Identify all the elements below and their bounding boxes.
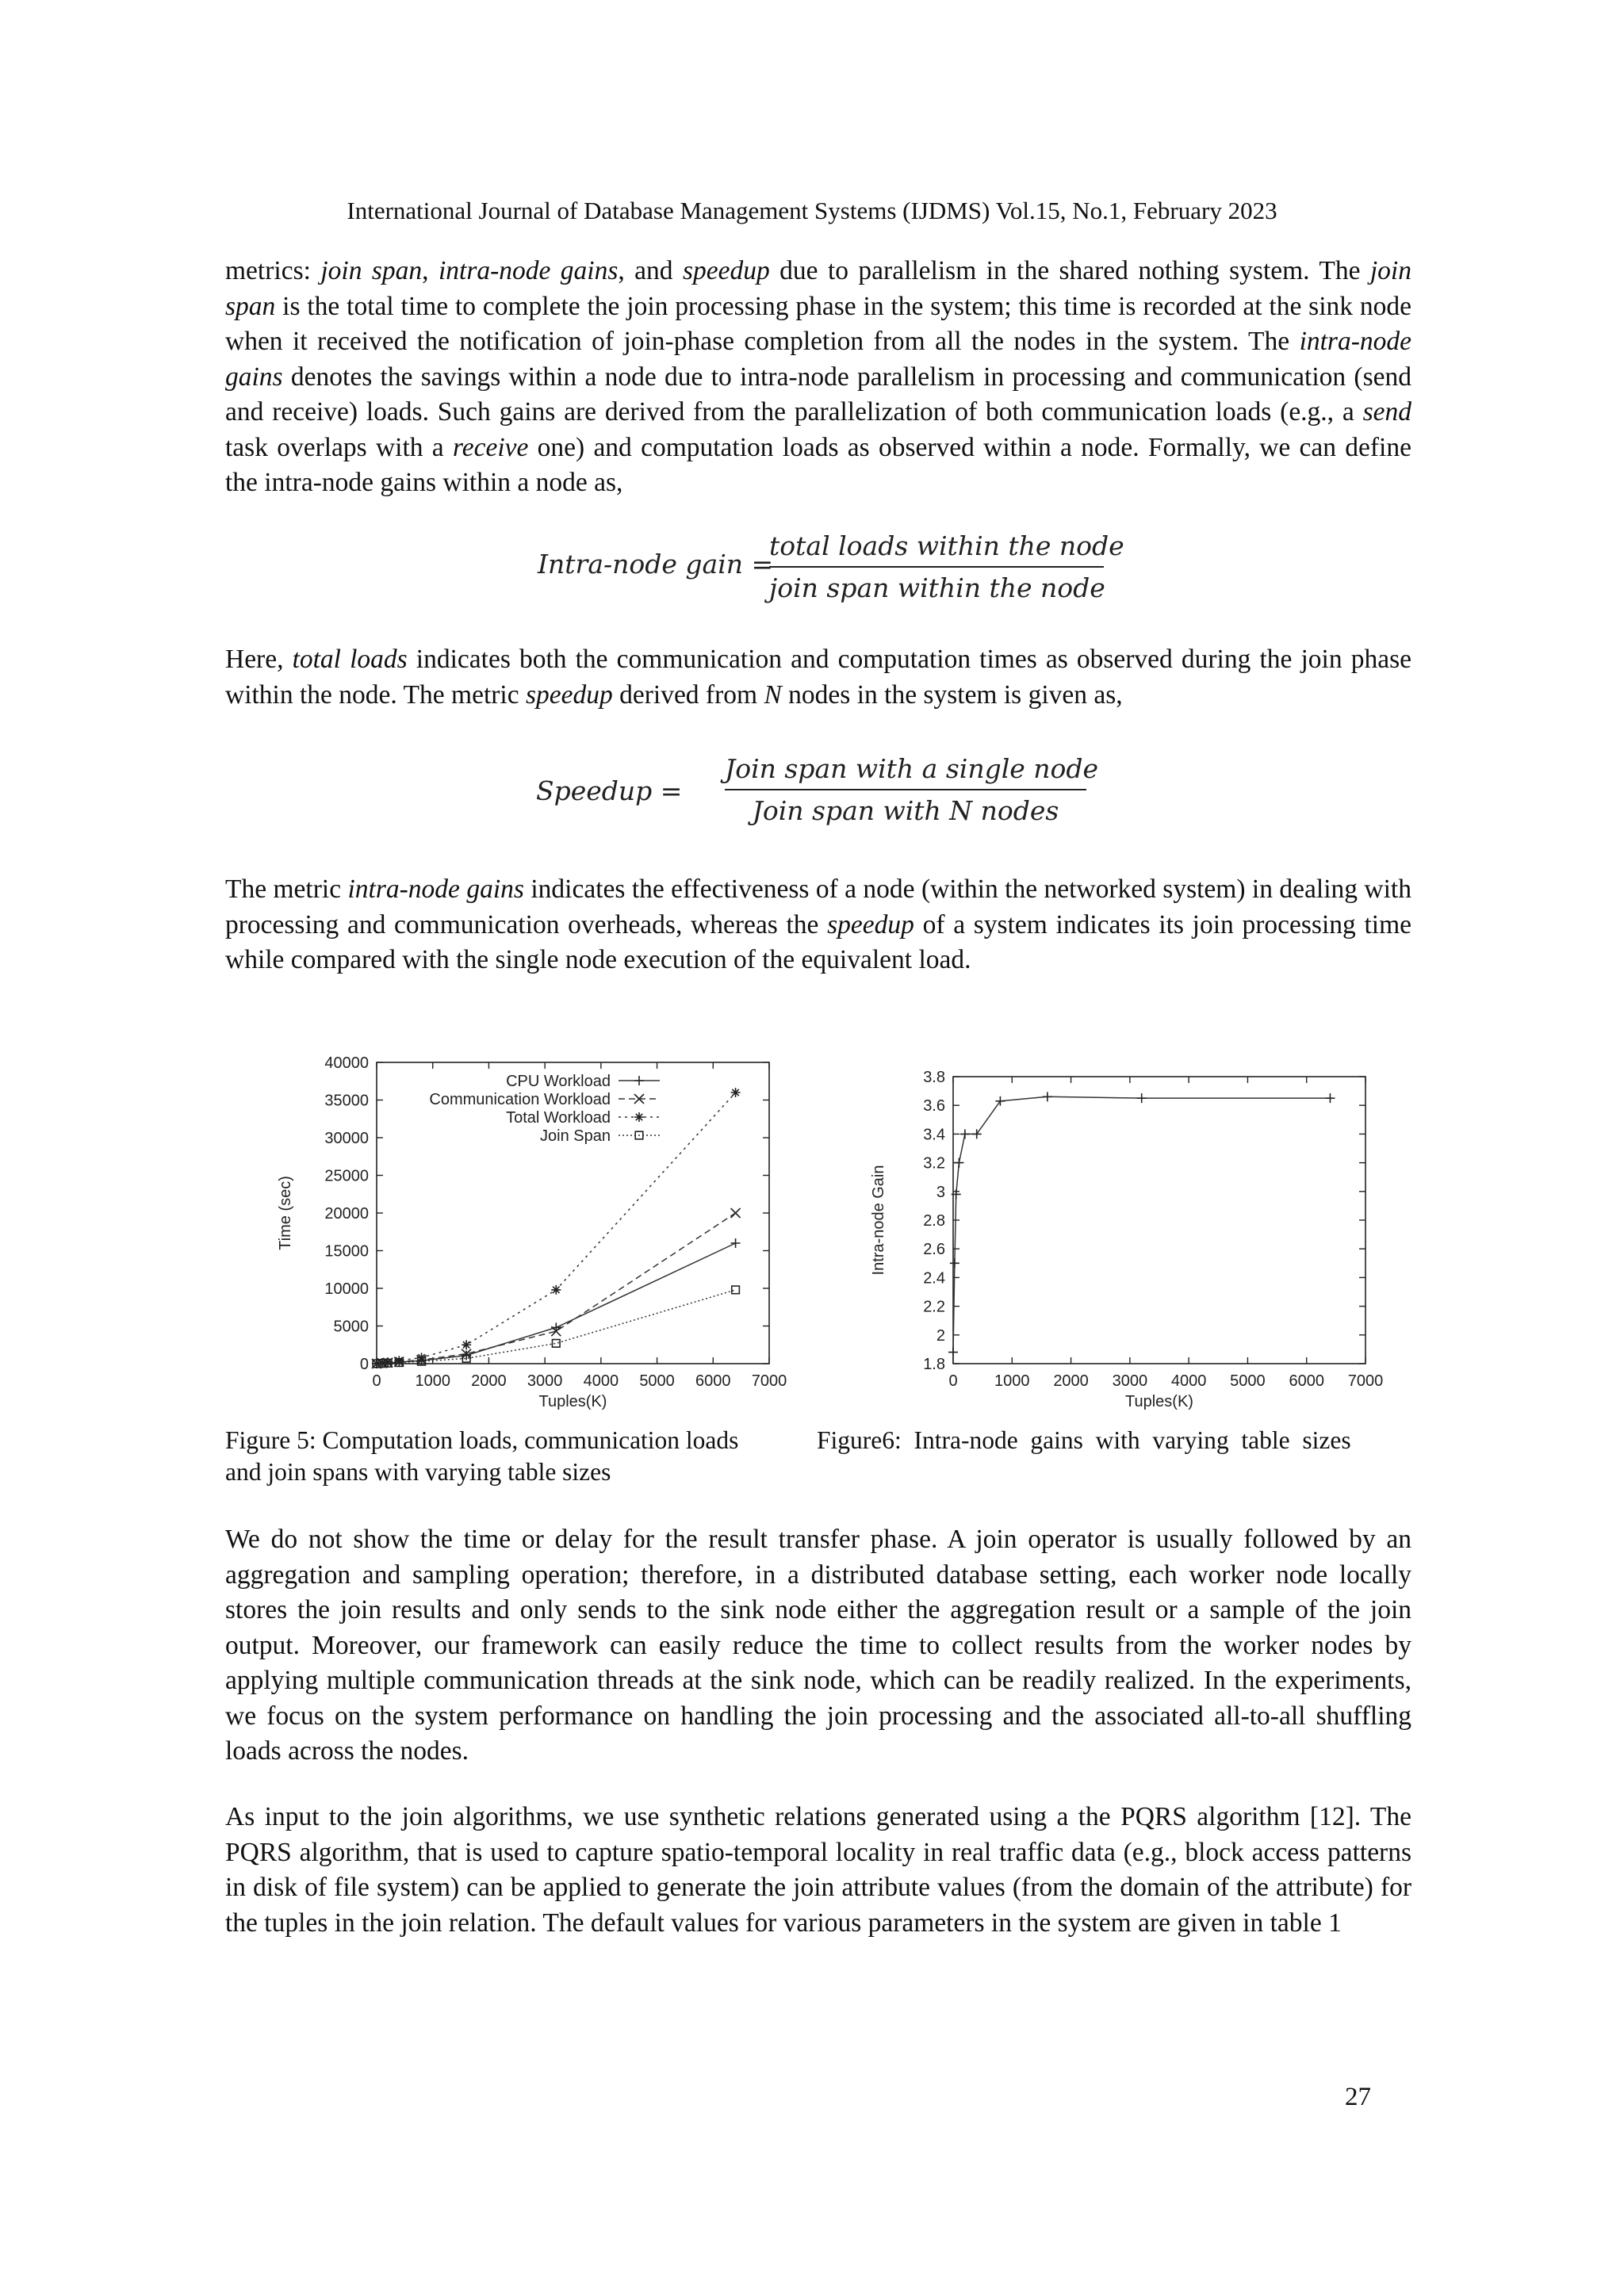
plus-marker [995,1096,1005,1106]
y-axis-label: Time (sec) [277,1176,294,1250]
y-tick-label: 15000 [324,1242,369,1261]
x-tick-label: 1000 [415,1372,450,1390]
y-tick-label: 2.2 [923,1298,945,1316]
x-tick-label: 0 [372,1372,381,1390]
paragraph-text [225,254,1411,501]
y-tick-label: 3 [936,1183,945,1201]
equation-lhs: Speedup = [536,775,683,806]
equation-lhs: Intra-node gain = [538,549,774,580]
y-tick-label: 0 [359,1356,369,1373]
y-tick-label: 30000 [324,1130,369,1147]
equation-denominator: Join span with N nodes [752,795,1059,826]
text-run: Here, [225,645,293,674]
paragraph-metrics [225,254,1411,501]
y-tick-label: 2.4 [923,1269,945,1288]
paragraph-text [225,872,1411,978]
x-axis-label: Tuples(K) [1125,1393,1193,1410]
x-tick-label: 3000 [1112,1372,1148,1390]
emphasized-term: speedup [827,909,914,939]
emphasized-term: intra-node gains [438,256,619,285]
y-tick-label: 3.2 [923,1154,945,1173]
figure-5-chart [262,1047,809,1427]
emphasized-term: speedup [682,256,770,285]
text-run: indicates the effectiveness of a node (within the networked system) in dealing with processing and communication overheads, whereas the [225,874,1411,939]
emphasized-term: join span [320,256,423,285]
paragraph-metric-definition [225,872,1411,978]
x-tick-label: 6000 [695,1372,731,1390]
equation-fraction [769,530,1124,603]
x-tick-label: 5000 [639,1372,675,1390]
cross-marker [731,1208,741,1218]
y-tick-label: 3.4 [923,1126,945,1144]
plus-marker [954,1158,963,1168]
plus-marker [1043,1092,1052,1101]
legend [429,1073,660,1145]
text-run: of a system indicates its join processing time while compared with the single node execution of the equivalent load. [225,909,1411,974]
plot-frame [953,1077,1365,1364]
x-tick-label: 3000 [527,1372,563,1390]
plus-marker [634,1076,644,1085]
y-tick-label: 5000 [333,1318,369,1336]
y-tick-label: 2 [936,1326,945,1345]
legend-label: Total Workload [506,1109,611,1127]
emphasized-term: total loads [292,645,408,674]
x-tick-label: 4000 [583,1372,619,1390]
plus-marker [731,1238,741,1248]
emphasized-term: intra-node gains [225,327,1411,392]
paragraph-result-transfer [225,1522,1411,1770]
y-tick-label: 3.8 [923,1069,945,1086]
y-tick-label: 20000 [324,1205,369,1223]
text-run: nodes in the system is given as, [781,679,1123,710]
plus-marker [1137,1093,1147,1103]
text-run: , [422,256,439,285]
plus-marker [950,1258,959,1268]
y-tick-label: 35000 [324,1092,369,1110]
running-header: International Journal of Database Management Systems (IJDMS) Vol.15, No.1, February 2023 [347,197,1277,224]
legend-label: Join Span [540,1127,611,1145]
x-tick-label: 6000 [1289,1372,1324,1390]
square-marker [732,1286,740,1294]
plus-marker [948,1348,958,1357]
text-run: due to parallelism in the shared nothing system. The [769,256,1370,285]
y-axis-label: Intra-node Gain [870,1165,887,1276]
text-run: derived from [612,679,764,710]
fraction-bar [725,789,1086,790]
series-line [953,1096,1330,1352]
x-tick-label: 5000 [1230,1372,1266,1390]
text-run: task overlaps with a [225,432,453,462]
paragraph-total-loads [225,642,1411,713]
equation-numerator: total loads within the node [769,530,1124,561]
series-cpu-workload [372,1238,741,1368]
text-run: The metric [225,874,348,904]
x-tick-label: 2000 [471,1372,507,1390]
star-marker [462,1340,471,1349]
text-run: metrics: [225,256,321,285]
figure-6-chart [856,1047,1396,1427]
x-tick-label: 7000 [751,1372,787,1390]
paragraph-pqrs [225,1800,1411,1941]
text-run: is the total time to complete the join processing phase in the system; this time is recorded at the sink node when it received the notification of join-phase completion from all the nodes in the system. The [225,291,1411,356]
figure-6-caption: Figure6: Intra-node gains with varying table sizes [817,1426,1351,1454]
legend-label: CPU Workload [506,1073,611,1090]
x-tick-label: 7000 [1347,1372,1384,1390]
x-axis-label: Tuples(K) [538,1393,607,1410]
emphasized-term: speedup [525,679,613,710]
fraction-bar [769,566,1104,568]
equation-fraction [725,753,1099,826]
text-run: , and [618,256,683,285]
legend-label: Communication Workload [429,1091,611,1108]
x-tick-label: 4000 [1170,1372,1207,1390]
plus-marker [972,1129,982,1138]
emphasized-term: N [764,679,782,710]
y-tick-label: 10000 [324,1280,369,1298]
equation-denominator: join span within the node [769,572,1105,603]
star-marker [731,1088,741,1097]
star-marker [634,1112,644,1122]
y-tick-label: 2.8 [923,1212,945,1230]
plus-marker [1325,1093,1335,1103]
equation-numerator: Join span with a single node [725,753,1099,784]
x-tick-label: 1000 [994,1372,1030,1390]
text-run: indicates both the communication and computation times as observed during the join phase within the node. The metric [225,645,1411,710]
square-marker [552,1340,560,1348]
paragraph-text: As input to the join algorithms, we use synthetic relations generated using a the PQRS algorithm [12]. The PQRS algorithm, that is used to capture spatio-temporal locality in real traffic data (e.g., block access patterns in disk of file system) can be applied to generate the join attribute values (from the domain of the attribute) for the tuples in the join relation. The default values for various parameters in the system are given in table 1 [225,1802,1411,1938]
page-number: 27 [1345,2083,1371,2111]
figure-5-caption: Figure 5: Computation loads, communication loads and join spans with varying table sizes [225,1426,739,1486]
text-run: denotes the savings within a node due to intra-node parallelism in processing and communication (send and receive) loads. Such gains are derived from the parallelization of both communication loads (e.g., a [225,362,1411,427]
series-line [377,1243,736,1364]
y-tick-label: 1.8 [923,1356,945,1373]
y-tick-label: 3.6 [923,1097,945,1115]
y-tick-label: 2.6 [923,1241,945,1259]
x-tick-label: 0 [948,1372,958,1390]
emphasized-term: intra-node gains [347,874,524,904]
y-tick-label: 25000 [324,1167,369,1185]
emphasized-term: join span [225,256,1411,321]
emphasized-term: send [1362,397,1411,427]
emphasized-term: receive [452,432,529,462]
text-run: one) and computation loads as observed within a node. Formally, we can define the intra-node gains within a node as, [225,432,1411,497]
x-tick-label: 2000 [1053,1372,1089,1390]
paragraph-text [225,642,1411,713]
paragraph-text: We do not show the time or delay for the result transfer phase. A join operator is usually followed by an aggregation and sampling operation; therefore, in a distributed database setting, each worker node locally stores the join results and only sends to the sink node either the aggregation result or a sample of the join output. Moreover, our framework can easily reduce the time to collect results from the worker nodes by applying multiple communication threads at the sink node, which can be readily realized. In the experiments, we focus on the system performance on handling the join processing and the associated all-to-all shuffling loads across the nodes. [225,1525,1411,1766]
series-gain [948,1092,1335,1357]
star-marker [551,1285,561,1295]
plus-marker [960,1129,970,1138]
y-tick-label: 40000 [324,1054,369,1072]
